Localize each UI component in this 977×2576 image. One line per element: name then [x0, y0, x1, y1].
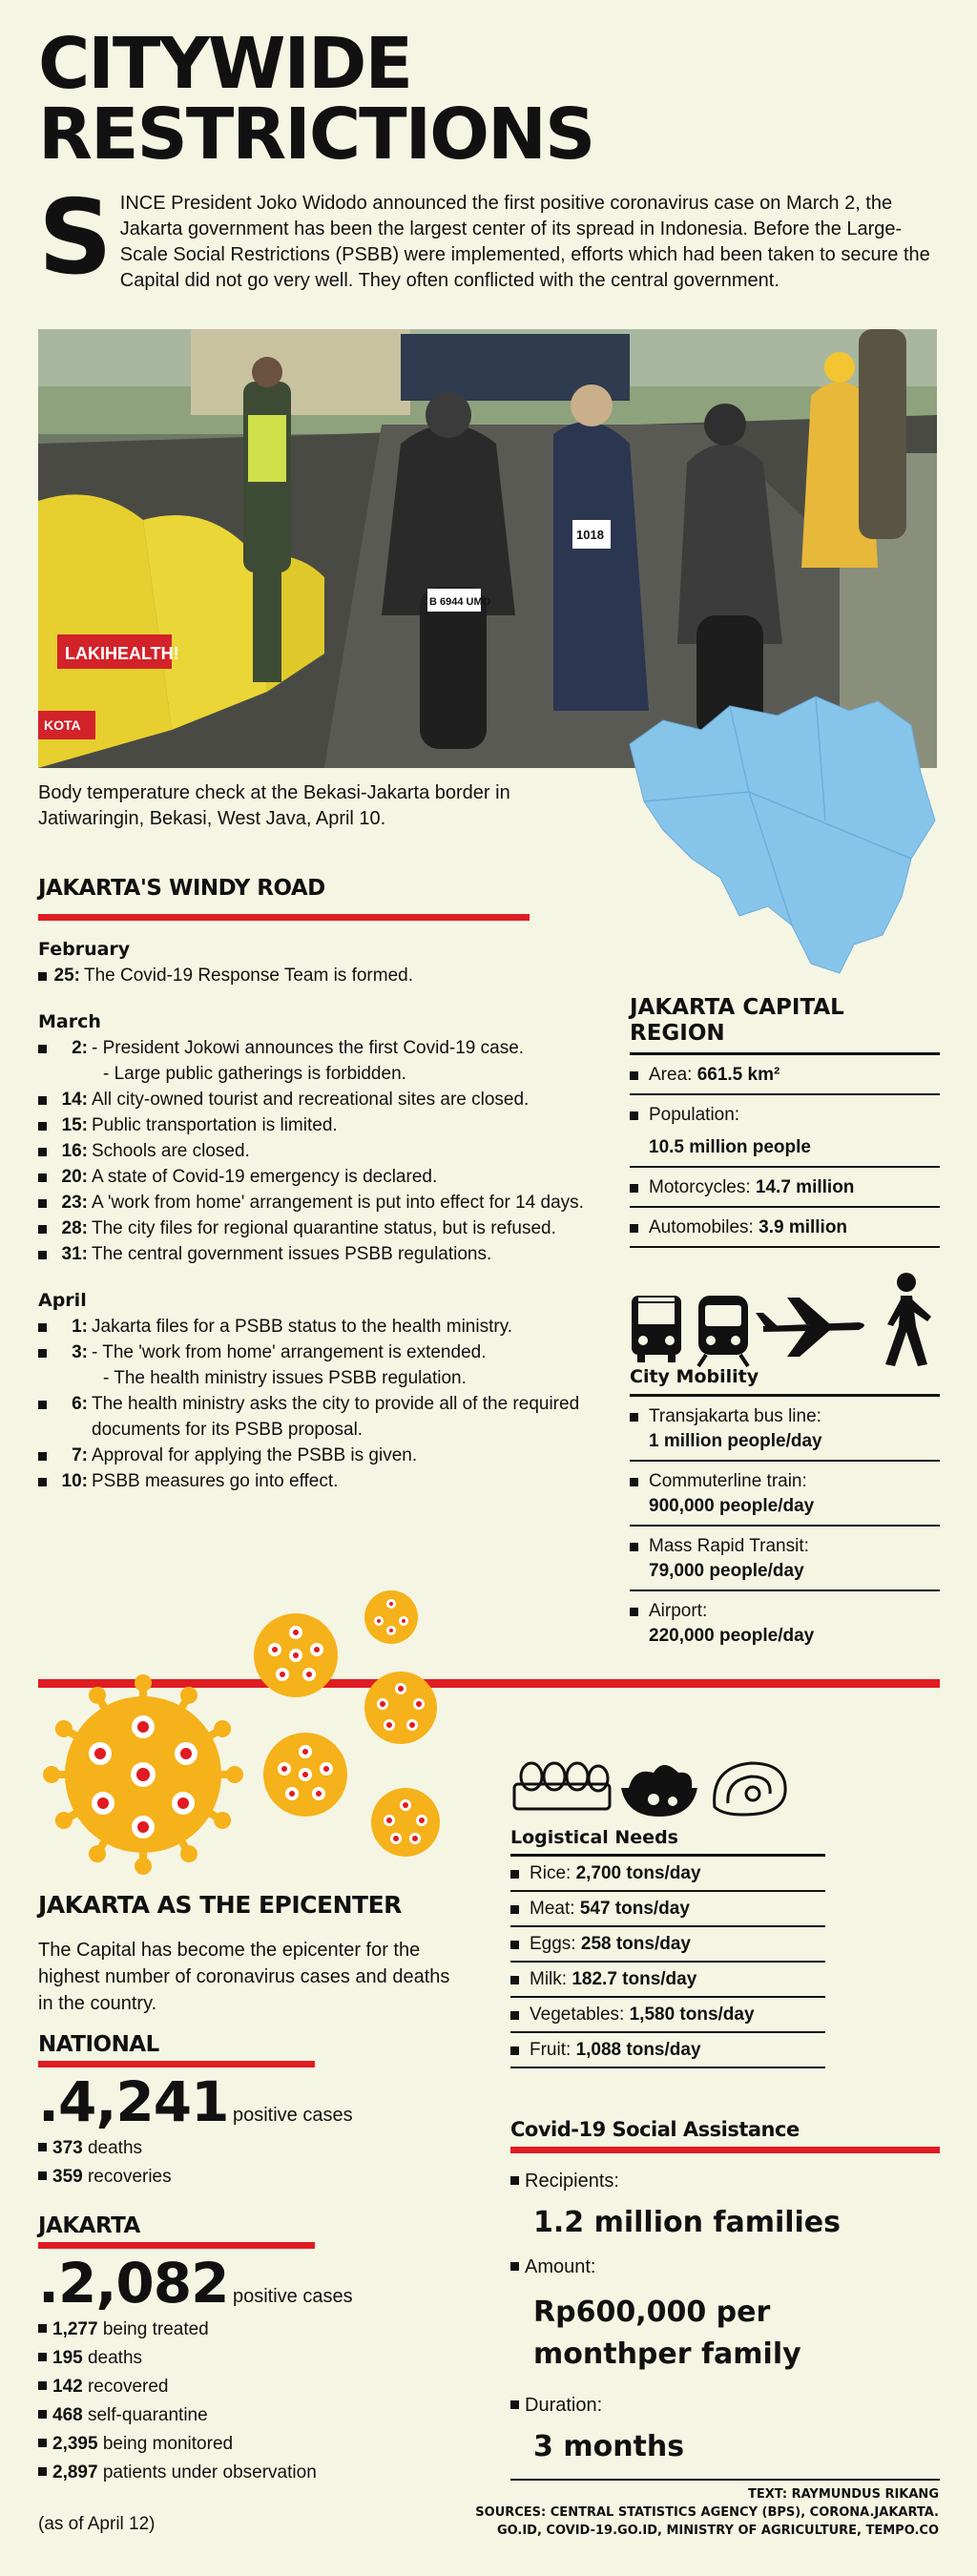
credits: TEXT: RAYMUNDUS RIKANG SOURCES: CENTRAL STATISTICS AGENCY (BPS), CORONA.JAKARTA. GO.ID, COVID-19.GO.ID, MINISTRY OF AGRICULTURE, TEMPO.CO	[475, 2487, 939, 2538]
mobility-airport: Airport: 220,000 people/day	[630, 1591, 940, 1654]
meat-icon	[715, 1763, 785, 1815]
region-automobiles: Automobiles: 3.9 million	[630, 1208, 940, 1248]
assistance-recipients: 1.2 million families	[533, 2206, 842, 2239]
vest-number: 1018	[576, 528, 604, 542]
timeline-event: 25: The Covid-19 Response Team is formed.	[38, 963, 620, 988]
mobility-icons	[630, 1269, 945, 1374]
region-panel	[630, 995, 940, 1248]
jakarta-under-observation: 2,897 patients under observation	[38, 2459, 458, 2487]
timeline-event: 20: A state of Covid-19 emergency is declared.	[38, 1164, 620, 1190]
national-divider	[38, 2061, 315, 2067]
virus-icon	[364, 1590, 418, 1644]
national-recoveries: 359 recoveries	[38, 2163, 458, 2192]
logistics-milk: Milk: 182.7 tons/day	[510, 1963, 825, 1998]
walking-person-icon	[885, 1273, 931, 1366]
airplane-icon	[756, 1298, 864, 1357]
timeline-event: 2: - President Jokowi announces the first Covid-19 case. - Large public gatherings is forbidden.	[38, 1035, 620, 1087]
national-deaths: 373 deaths	[38, 2134, 458, 2163]
timeline-event: 14: All city-owned tourist and recreational sites are closed.	[38, 1087, 620, 1112]
logistics-vegetables: Vegetables: 1,580 tons/day	[510, 1998, 825, 2033]
region-motorcycles: Motorcycles: 14.7 million	[630, 1168, 940, 1208]
barrier-text: LAKIHEALTH!	[65, 644, 179, 663]
credits-divider	[510, 2479, 940, 2481]
timeline-event: 7: Approval for applying the PSBB is given.	[38, 1443, 620, 1468]
jakarta-deaths: 195 deaths	[38, 2344, 458, 2373]
month-april: April	[38, 1290, 87, 1311]
mobility-mrt: Mass Rapid Transit: 79,000 people/day	[630, 1527, 940, 1591]
timeline-event: 6: The health ministry asks the city to provide all of the required documents for its PSBB proposal.	[38, 1391, 620, 1443]
national-cases: .4,241 positive cases	[38, 2069, 353, 2134]
logistics-eggs: Eggs: 258 tons/day	[510, 1927, 825, 1963]
mobility-train: Commuterline train: 900,000 people/day	[630, 1462, 940, 1527]
virus-illustration	[29, 1574, 477, 1880]
virus-icon	[364, 1672, 437, 1744]
assistance-amount-label: Amount:	[510, 2256, 940, 2278]
assistance-amount: Rp600,000 per monthper family	[533, 2296, 801, 2371]
timeline-heading: JAKARTA'S WINDY ROAD	[38, 876, 325, 901]
timeline	[38, 922, 620, 1494]
month-february: February	[38, 939, 131, 960]
assistance-duration: 3 months	[533, 2430, 685, 2463]
logistics-panel	[510, 1825, 825, 2068]
timeline-event: 31: The central government issues PSBB regulations.	[38, 1241, 620, 1267]
mobility-panel	[630, 1364, 940, 1654]
timeline-event: 10: PSBB measures go into effect.	[38, 1468, 620, 1494]
logistics-heading: Logistical Needs	[510, 1825, 825, 1857]
jakarta-divider	[38, 2242, 315, 2249]
jakarta-being-monitored: 2,395 being monitored	[38, 2430, 458, 2459]
assistance-panel	[510, 2118, 940, 2463]
jakarta-being-treated: 1,277 being treated	[38, 2316, 458, 2344]
jakarta-recovered: 142 recovered	[38, 2373, 458, 2401]
train-icon	[698, 1296, 748, 1366]
epicenter-heading: JAKARTA AS THE EPICENTER	[38, 1891, 402, 1919]
region-area: Area: 661.5 km²	[630, 1055, 940, 1095]
barrier-text-2: KOTA	[44, 717, 81, 733]
virus-icon	[254, 1613, 338, 1697]
jakarta-self-quarantine: 468 self-quarantine	[38, 2401, 458, 2430]
photo-caption: Body temperature check at the Bekasi-Jakarta border in Jatiwaringin, Bekasi, West Java, April 10.	[38, 782, 510, 829]
license-plate: B 6944 UMO	[429, 596, 491, 608]
as-of-date: (as of April 12)	[38, 2514, 156, 2534]
national-section	[38, 2032, 458, 2192]
page-title: CITYWIDE RESTRICTIONS	[38, 23, 594, 176]
food-bowl-icon	[621, 1765, 697, 1817]
logistics-fruit: Fruit: 1,088 tons/day	[510, 2033, 825, 2068]
jakarta-section	[38, 2213, 458, 2487]
logistics-rice: Rice: 2,700 tons/day	[510, 1857, 825, 1892]
month-march: March	[38, 1011, 101, 1032]
national-heading: NATIONAL	[38, 2032, 159, 2057]
timeline-divider	[38, 914, 530, 921]
timeline-event: 15: Public transportation is limited.	[38, 1112, 620, 1138]
bus-icon	[632, 1296, 681, 1362]
timeline-event: 28: The city files for regional quarantine status, but is refused.	[38, 1215, 620, 1241]
virus-icon	[43, 1674, 243, 1875]
timeline-event: 23: A 'work from home' arrangement is put into effect for 14 days.	[38, 1190, 620, 1215]
assistance-recipients-label: Recipients:	[510, 2171, 940, 2192]
region-heading: JAKARTA CAPITAL REGION	[630, 995, 940, 1055]
intro-paragraph: S INCE President Joko Widodo announced the first positive coronavirus case on March 2, the Jakarta government has been the largest center of its spread in Indonesia. Before the Large-Scale Social Restrictions (PSBB) were implemented, efforts which had been taken to secure the Capital did not go very well. They often conflicted with the central government.	[38, 178, 930, 298]
assistance-heading: Covid-19 Social Assistance	[510, 2118, 800, 2141]
logistics-meat: Meat: 547 tons/day	[510, 1892, 825, 1927]
timeline-event: 16: Schools are closed.	[38, 1138, 620, 1164]
assistance-duration-label: Duration:	[510, 2395, 940, 2417]
logistics-icons	[510, 1754, 816, 1820]
jakarta-heading: JAKARTA	[38, 2213, 140, 2238]
jakarta-map	[625, 687, 940, 983]
mobility-bus: Transjakarta bus line: 1 million people/day	[630, 1397, 940, 1462]
drop-cap: S	[38, 178, 113, 298]
assistance-divider	[510, 2147, 940, 2153]
virus-icon	[263, 1733, 347, 1817]
jakarta-cases: .2,082 positive cases	[38, 2251, 353, 2316]
eggs-icon	[514, 1763, 610, 1809]
mobility-heading: City Mobility	[630, 1364, 940, 1397]
timeline-event: 3: - The 'work from home' arrangement is extended. - The health ministry issues PSBB regulation.	[38, 1340, 620, 1391]
region-population: Population: 10.5 million people	[630, 1095, 940, 1168]
timeline-event: 1: Jakarta files for a PSBB status to the health ministry.	[38, 1314, 620, 1340]
epicenter-text: The Capital has become the epicenter for the highest number of coronavirus cases and deaths in the country.	[38, 1940, 450, 2014]
virus-icon	[371, 1788, 440, 1857]
